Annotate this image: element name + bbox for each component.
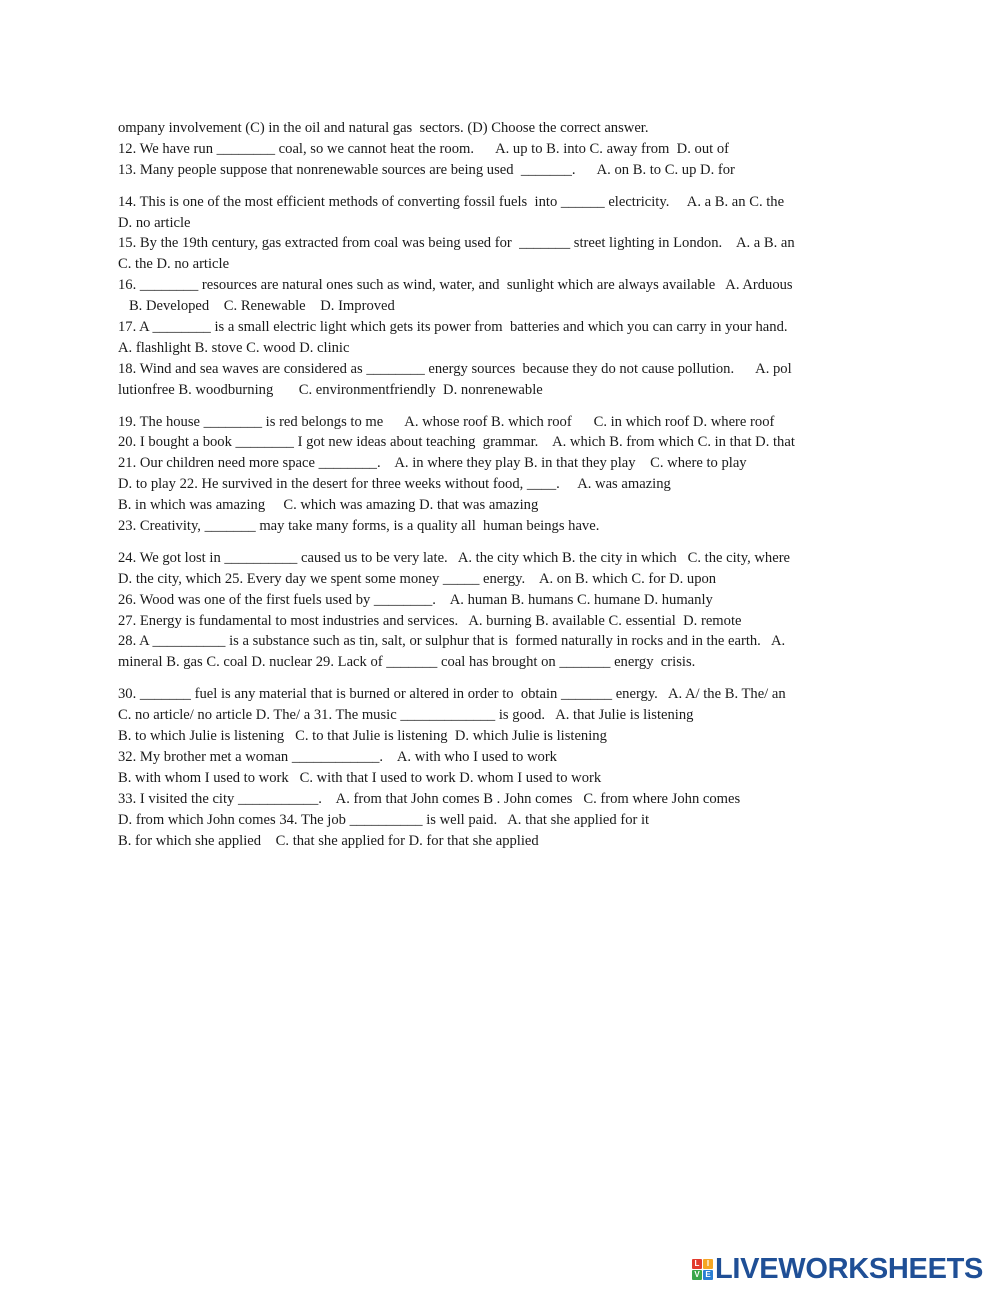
question-17: 17. A ________ is a small electric light which gets its power from batteries and which you can carry in your hand.: [118, 319, 788, 336]
question-24: 24. We got lost in __________ caused us to be very late. A. the city which B. the city in which C. the city, where: [118, 549, 791, 566]
logo-text: LIVEWORKSHEETS: [715, 1252, 984, 1285]
question-16: 16. ________ resources are natural ones such as wind, water, and sunlight which are always available A. Arduous: [118, 277, 793, 294]
question-20: 20. I bought a book ________ I got new ideas about teaching grammar. A. which B. from which C. in that D. that: [118, 434, 795, 451]
logo-tile: V: [692, 1270, 702, 1280]
question-18-cont: lutionfree B. woodburning C. environmentfriendly D. nonrenewable: [118, 381, 543, 398]
question-19: 19. The house ________ is red belongs to me A. whose roof B. which roof C. in which roof D. where roof: [118, 413, 775, 430]
question-15: 15. By the 19th century, gas extracted from coal was being used for _______ street lighting in London. A. a B. an: [118, 235, 795, 252]
question-27: 27. Energy is fundamental to most industries and services. A. burning B. available C. essential D. remote: [118, 612, 742, 629]
logo-tile: I: [703, 1259, 713, 1269]
logo-tile: L: [692, 1259, 702, 1269]
logo-tiles-icon: [692, 1259, 713, 1280]
question-30: 30. _______ fuel is any material that is burned or altered in order to obtain _______ energy. A. A/ the B. The/ an: [118, 686, 786, 703]
question-32: 32. My brother met a woman ____________. A. with who I used to work: [118, 748, 557, 765]
question-31: C. no article/ no article D. The/ a 31. The music _____________ is good. A. that Julie is listening: [118, 707, 694, 724]
question-26: 26. Wood was one of the first fuels used by ________. A. human B. humans C. humane D. humanly: [118, 591, 713, 608]
liveworksheets-logo: [692, 1254, 983, 1284]
question-34-cont: B. for which she applied C. that she applied for D. for that she applied: [118, 832, 539, 849]
text-line: ompany involvement (C) in the oil and natural gas sectors. (D) Choose the correct answer.: [118, 120, 649, 136]
paragraph-gap: [118, 401, 888, 412]
question-25: D. the city, which 25. Every day we spent some money _____ energy. A. on B. which C. for D. upon: [118, 570, 717, 587]
question-29: mineral B. gas C. coal D. nuclear 29. Lack of _______ coal has brought on _______ energy crisis.: [118, 654, 696, 671]
paragraph-gap: [118, 181, 888, 192]
question-14: 14. This is one of the most efficient methods of converting fossil fuels into ______ electricity. A. a B. an C. the: [118, 193, 785, 210]
paragraph-gap: [118, 537, 888, 548]
question-12: 12. We have run ________ coal, so we cannot heat the room. A. up to B. into C. away from D. out of: [118, 140, 729, 157]
question-33: 33. I visited the city ___________. A. from that John comes B . John comes C. from where John comes: [118, 790, 741, 807]
question-15-cont: C. the D. no article: [118, 256, 230, 273]
question-28: 28. A __________ is a substance such as tin, salt, or sulphur that is formed naturally in rocks and in the earth. A.: [118, 633, 786, 650]
paragraph-gap: [118, 673, 888, 684]
question-17-cont: A. flashlight B. stove C. wood D. clinic: [118, 339, 350, 356]
question-23: 23. Creativity, _______ may take many forms, is a quality all human beings have.: [118, 518, 600, 535]
question-13: 13. Many people suppose that nonrenewable sources are being used _______. A. on B. to C. up D. for: [118, 161, 735, 178]
question-16-cont: B. Developed C. Renewable D. Improved: [118, 298, 395, 315]
question-31-cont: B. to which Julie is listening C. to that Julie is listening D. which Julie is listening: [118, 728, 607, 745]
worksheet-text: [118, 118, 888, 851]
question-34: D. from which John comes 34. The job __________ is well paid. A. that she applied for it: [118, 811, 650, 828]
question-32-cont: B. with whom I used to work C. with that I used to work D. whom I used to work: [118, 769, 602, 786]
question-22-cont: B. in which was amazing C. which was amazing D. that was amazing: [118, 497, 539, 514]
question-21: 21. Our children need more space ________. A. in where they play B. in that they play C. where to play: [118, 455, 747, 472]
question-18: 18. Wind and sea waves are considered as ________ energy sources because they do not cause pollution. A. pol: [118, 360, 792, 377]
question-14-cont: D. no article: [118, 214, 191, 231]
question-22: D. to play 22. He survived in the desert for three weeks without food, ____. A. was amazing: [118, 476, 671, 493]
logo-tile: E: [703, 1270, 713, 1280]
